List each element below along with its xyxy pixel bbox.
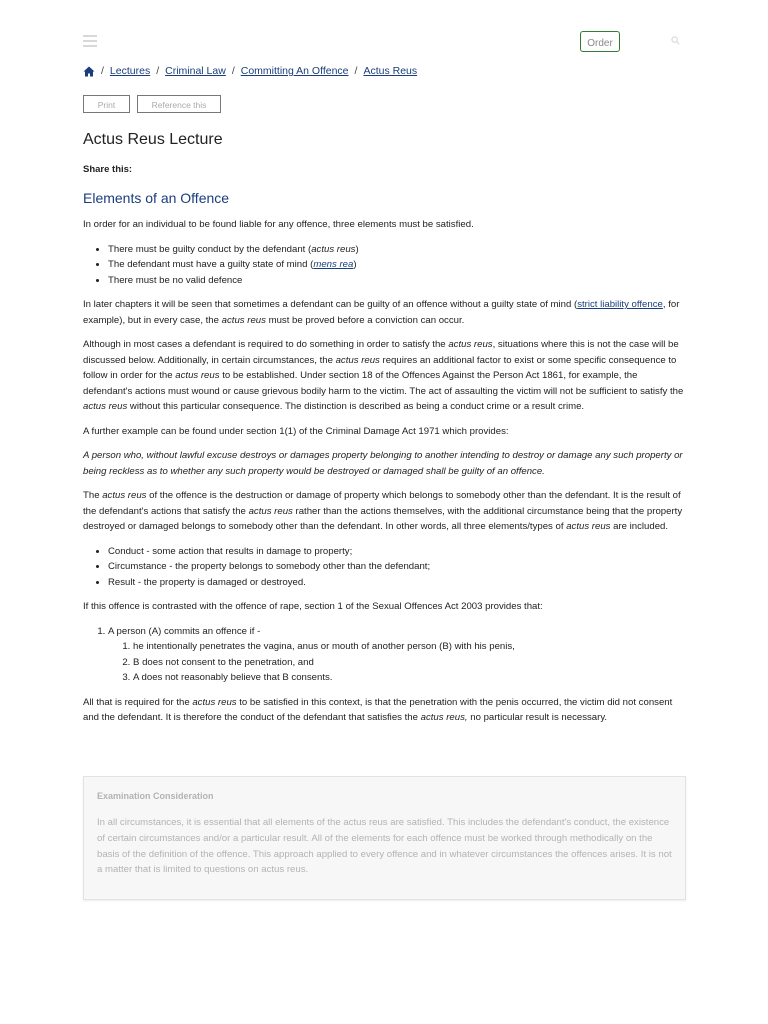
breadcrumb-separator: / (156, 65, 160, 77)
emphasis: actus reus (448, 339, 493, 350)
text: without this particular consequence. The distinction is described as being a conduct crime or a result crime. (127, 401, 585, 412)
strict-liability-link[interactable]: strict liability offence (577, 299, 663, 310)
text: , for example), but in every case, the (83, 299, 680, 326)
statute-sublist (108, 639, 687, 686)
text: All that is required for the (83, 696, 193, 708)
statute-quote: A person who, without lawful excuse destroys or damages property belonging to another intending to destroy or damage any such property or being reckless as to whether any such property would be destroyed or damaged shall be guilty of an offence. (83, 450, 683, 477)
paragraph (83, 297, 687, 328)
list-item: 2. B does not consent to the penetration, and (133, 655, 687, 671)
text: of the offence is the destruction or damage of property which belongs to somebody other than the defendant. It is the result of the defendant's actions that satisfy the (83, 490, 681, 517)
emphasis: actus reus (311, 243, 356, 255)
text: ) (353, 259, 357, 270)
home-icon[interactable] (83, 66, 95, 77)
elements-list (83, 242, 687, 289)
emphasis: mens rea (313, 259, 354, 270)
list-item (108, 257, 687, 273)
emphasis: actus reus (102, 490, 147, 501)
paragraph (83, 488, 687, 535)
list-item: • Result - the property is damaged or destroyed. (108, 575, 687, 591)
breadcrumb-separator: / (354, 65, 358, 77)
paragraph (83, 337, 687, 415)
text: rather than the actions themselves, with the additional circumstance being that the property destroyed or damaged belongs to somebody other than the defendant. In other words, all three elements/types of (83, 505, 683, 532)
text: to be satisfied in this context, is that the penetration with the penis occurred, the victim did not consent and the defendant. It is therefore the conduct of the defendant that satisfies the (83, 696, 673, 723)
text: no particular result is necessary. (467, 712, 608, 723)
mens-rea-link[interactable] (313, 259, 353, 270)
text: A person (A) commits an offence if - (108, 625, 261, 637)
list-item: • Circumstance - the property belongs to somebody other than the defendant; (108, 559, 687, 575)
breadcrumb-link-actus-reus[interactable]: Actus Reus (363, 65, 418, 77)
list-item: 3. A does not reasonably believe that B consents. (133, 670, 687, 686)
article-content (83, 126, 687, 726)
emphasis: actus reus (248, 505, 293, 517)
text: In later chapters it will be seen that sometimes a defendant can be guilty of an offence without a guilty state of mind ( (83, 299, 578, 310)
list-item: • There must be no valid defence (108, 273, 687, 289)
examination-consideration-box (83, 776, 686, 900)
text: requires an additional factor to exist or some specific consequence to follow in order for the (83, 354, 677, 381)
list-item (108, 624, 687, 686)
breadcrumb-separator: / (101, 65, 104, 77)
section-heading: Elements of an Offence (83, 190, 230, 206)
intro-paragraph: In order for an individual to be found liable for any offence, three elements must be satisfied. (83, 219, 474, 230)
text: , situations where this is not the case will be discussed below. Additionally, in certain circumstances, the (83, 339, 679, 366)
emphasis: actus reus (83, 401, 128, 412)
page-title: Actus Reus Lecture (83, 131, 223, 148)
exam-box-title: Examination Consideration (97, 791, 214, 801)
text: ) (355, 243, 359, 255)
statute-list (83, 624, 687, 686)
text: The (83, 490, 103, 501)
print-button[interactable]: Print (83, 95, 130, 113)
breadcrumb-link-committing-an-offence[interactable]: Committing An Offence (240, 65, 349, 77)
exam-box-text: In all circumstances, it is essential that all elements of the actus reus are satisfied. This includes the defendant's conduct, the existence of certain circumstances and/or a particular result. All of the elements for each offence must be worked through methodically on the basis of the definition of the offence. This approach applied to every offence and in whatever circumstances the offences arises. It is not a matter that is limited to questions on actus reus. (97, 817, 672, 876)
text: to be established. Under section 18 of the Offences Against the Person Act 1861, for example, the defendant's actions must wound or cause grievous bodily harm to the victim. The act of assaulting the victim will not be sufficient to satisfy the (83, 370, 684, 397)
text: The defendant must have a guilty state of mind ( (108, 259, 314, 270)
text: are included. (610, 521, 669, 532)
text: Although in most cases a defendant is required to do something in order to satisfy the (83, 339, 449, 350)
order-button[interactable]: Order (580, 31, 620, 52)
text: There must be guilty conduct by the defendant ( (108, 243, 312, 255)
breadcrumb (83, 63, 417, 79)
share-label: Share this: (83, 164, 133, 175)
actus-reus-types-list (83, 544, 687, 591)
emphasis: actus reus (192, 696, 237, 708)
paragraph: If this offence is contrasted with the offence of rape, section 1 of the Sexual Offences Act 2003 provides that: (83, 601, 543, 612)
paragraph (83, 695, 687, 726)
article-actions (83, 95, 221, 113)
emphasis: actus reus (221, 314, 266, 326)
list-item (108, 242, 687, 258)
emphasis: actus reus (335, 354, 380, 366)
breadcrumb-link-lectures[interactable]: Lectures (109, 65, 151, 77)
reference-this-button[interactable]: Reference this (137, 95, 221, 113)
menu-icon[interactable] (83, 35, 97, 47)
list-item: 1. he intentionally penetrates the vagina, anus or mouth of another person (B) with his penis, (133, 639, 687, 655)
breadcrumb-separator: / (231, 65, 235, 77)
emphasis: actus reus, (420, 712, 468, 723)
emphasis: actus reus (175, 370, 220, 381)
text: must be proved before a conviction can occur. (265, 314, 465, 326)
emphasis: actus reus (566, 521, 611, 532)
paragraph: A further example can be found under section 1(1) of the Criminal Damage Act 1971 which provides: (83, 425, 509, 437)
breadcrumb-link-criminal-law[interactable]: Criminal Law (165, 65, 226, 77)
list-item: • Conduct - some action that results in damage to property; (108, 544, 687, 560)
search-icon[interactable] (671, 36, 680, 45)
